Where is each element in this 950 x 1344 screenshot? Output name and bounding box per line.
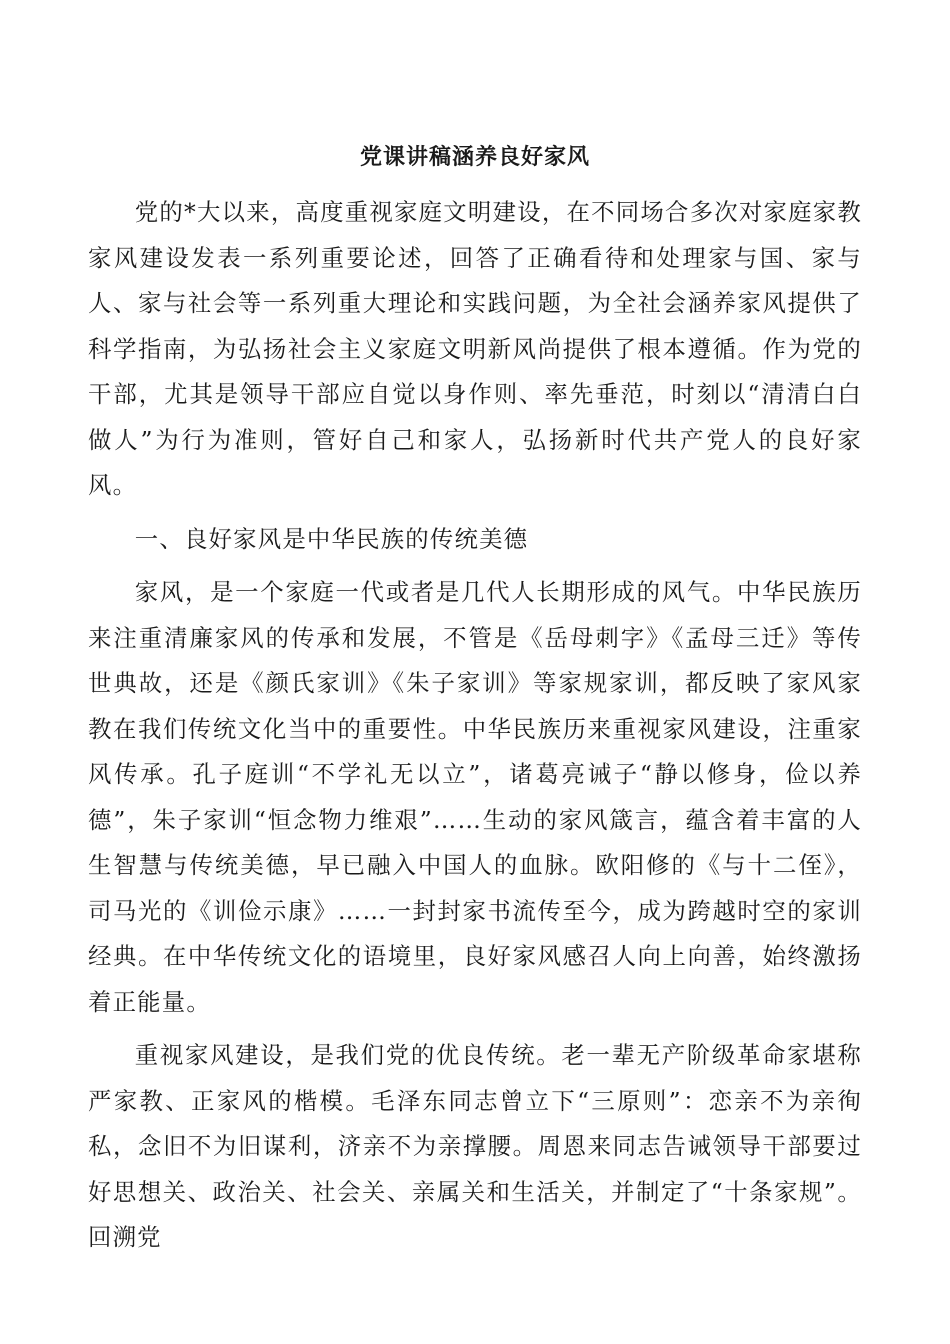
body-paragraph-family-tradition: 家风，是一个家庭一代或者是几代人长期形成的风气。中华民族历来注重清廉家风的传承和发展，不管是《岳母刺字》《孟母三迁》等传世典故，还是《颜氏家训》《朱子家训》等家规家训，都反映了家风家教在我们传统文化当中的重要性。中华民族历来重视家风建设，注重家风传承。孔子庭训“不学礼无以立”，诸葛亮诫子“静以修身，俭以养德”，朱子家训“恒念物力维艰”……生动的家风箴言，蕴含着丰富的人生智慧与传统美德，早已融入中国人的血脉。欧阳修的《与十二侄》，司马光的《训俭示康》……一封封家书流传至今，成为跨越时空的家训经典。在中华传统文化的语境里，良好家风感召人向上向善，始终激扬着正能量。	[88, 578, 862, 1016]
body-paragraph-party-tradition: 重视家风建设，是我们党的优良传统。老一辈无产阶级革命家堪称严家教、正家风的楷模。毛泽东同志曾立下“三原则”：恋亲不为亲徇私，念旧不为旧谋利，济亲不为亲撑腰。周恩来同志告诫领导干部要过好思想关、政治关、社会关、亲属关和生活关，并制定了“十条家规”。回溯党	[88, 1041, 862, 1251]
intro-paragraph: 党的*大以来，高度重视家庭文明建设，在不同场合多次对家庭家教家风建设发表一系列重要论述，回答了正确看待和处理家与国、家与人、家与社会等一系列重大理论和实践问题，为全社会涵养家风提供了科学指南，为弘扬社会主义家庭文明新风尚提供了根本遵循。作为党的干部，尤其是领导干部应自觉以身作则、率先垂范，时刻以“清清白白做人”为行为准则，管好自己和家人，弘扬新时代共产党人的良好家风。	[88, 198, 862, 499]
document-body	[88, 190, 862, 1261]
document-title: 党课讲稿涵养良好家风	[359, 144, 590, 170]
section-heading-1: 一、良好家风是中华民族的传统美德	[134, 524, 529, 553]
